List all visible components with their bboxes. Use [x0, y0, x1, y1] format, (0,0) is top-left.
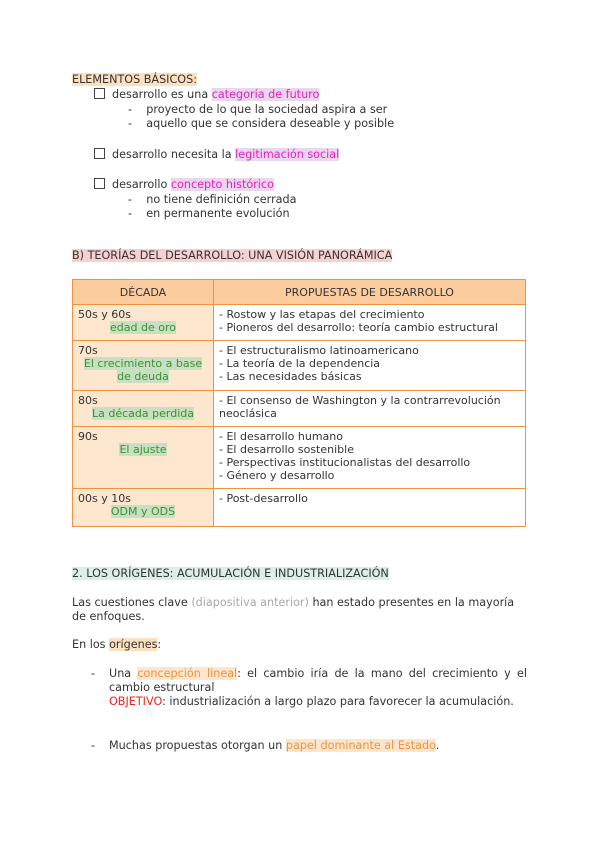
table-row — [73, 427, 526, 489]
header-decada: DÉCADA — [73, 280, 214, 305]
sub-list-item: - aquello que se considera deseable y posible — [128, 117, 395, 130]
bullet-estado: Muchas propuestas otorgan un papel dominante al Estado. — [109, 739, 440, 752]
decade-cell: 00s y 10s ODM y ODS — [73, 489, 214, 527]
list-item-historico: desarrollo concepto histórico — [94, 178, 274, 191]
decade-cell: 80s La década perdida — [73, 391, 214, 427]
list-item-legitimacion: desarrollo necesita la legitimación social — [94, 148, 339, 161]
header-propuestas: PROPUESTAS DE DESARROLLO — [214, 280, 526, 305]
highlight-categoria: categoría de futuro — [211, 88, 320, 101]
decade-cell: 90s El ajuste — [73, 427, 214, 489]
highlight-legitimacion: legitimación social — [235, 148, 340, 161]
checkbox-icon — [94, 88, 105, 99]
list-item-categoria: desarrollo es una categoría de futuro — [94, 88, 319, 101]
sub-list-item: - proyecto de lo que la sociedad aspira a ser — [128, 103, 388, 116]
table-header-row — [73, 280, 526, 305]
checkbox-icon — [94, 178, 105, 189]
table-row — [73, 391, 526, 427]
decade-cell: 50s y 60s edad de oro — [73, 305, 214, 341]
bullet-dash: - — [91, 667, 96, 680]
bullet-concepcion: Una concepción lineal: el cambio iría de la mano del crecimiento y el cambio estructural OBJETIVO: industrialización a largo plazo para favorecer la acumulación. — [109, 667, 527, 708]
proposals-cell: - Rostow y las etapas del crecimiento - Pioneros del desarrollo: teoría cambio estructural — [214, 305, 526, 341]
decades-table — [72, 279, 526, 527]
proposals-cell: - El desarrollo humano - El desarrollo sostenible - Perspectivas institucionalistas del desarrollo - Género y desarrollo — [214, 427, 526, 489]
section-title-elementos: ELEMENTOS BÁSICOS: — [72, 73, 197, 86]
table-row — [73, 489, 526, 527]
section-title-teorias: B) TEORÍAS DEL DESARROLLO: UNA VISIÓN PANORÁMICA — [72, 249, 393, 262]
section-title-origenes: 2. LOS ORÍGENES: ACUMULACIÓN E INDUSTRIALIZACIÓN — [72, 567, 389, 580]
decade-cell: 70s El crecimiento a base de deuda — [73, 341, 214, 391]
table-row — [73, 305, 526, 341]
sub-list-item: - en permanente evolución — [128, 207, 290, 220]
proposals-cell: - El consenso de Washington y la contrarrevolución neoclásica — [214, 391, 526, 427]
origins-line: En los orígenes: — [72, 638, 162, 651]
highlight-historico: concepto histórico — [170, 178, 274, 191]
intro-paragraph: Las cuestiones clave (diapositiva anterior) han estado presentes en la mayoría de enfoques. — [72, 596, 515, 623]
proposals-cell: - Post-desarrollo — [214, 489, 526, 527]
checkbox-icon — [94, 148, 105, 159]
bullet-dash: - — [91, 739, 96, 752]
proposals-cell: - El estructuralismo latinoamericano - La teoría de la dependencia - Las necesidades básicas — [214, 341, 526, 391]
table-row — [73, 341, 526, 391]
objective-label: OBJETIVO — [109, 695, 163, 708]
sub-list-item: - no tiene definición cerrada — [128, 193, 297, 206]
